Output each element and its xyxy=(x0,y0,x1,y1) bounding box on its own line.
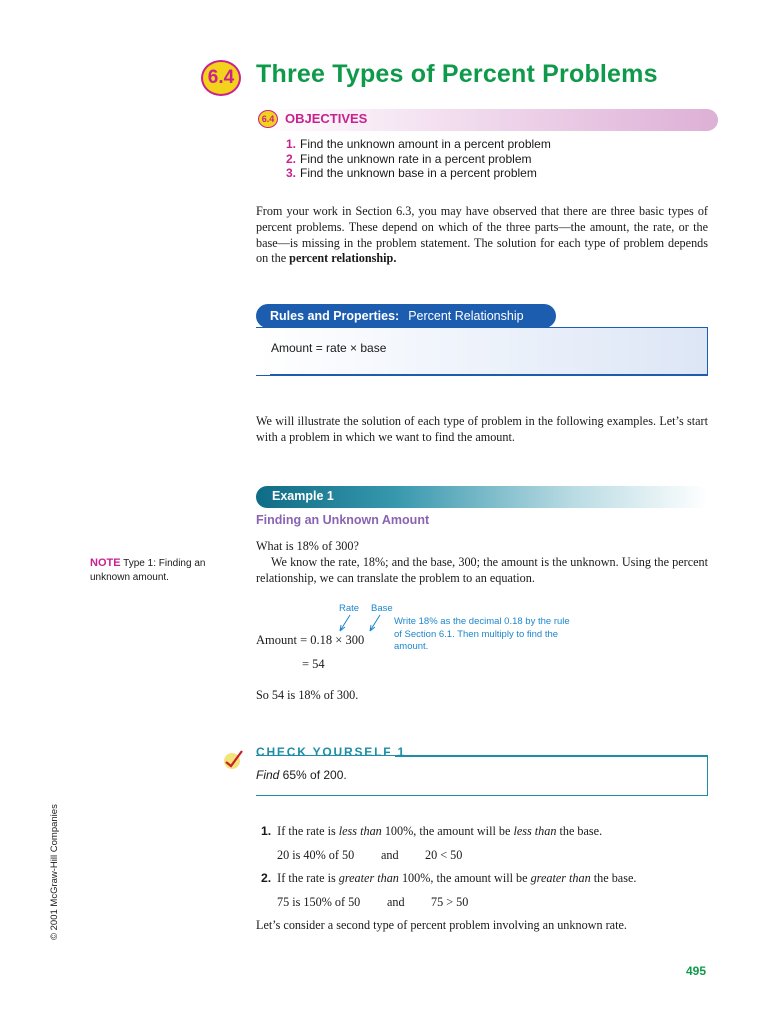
rule-example-b: 75 > 50 xyxy=(431,895,469,909)
rules-divider xyxy=(270,374,708,375)
equation-line-2: = 54 xyxy=(302,657,325,671)
objective-text: Find the unknown rate in a percent problem xyxy=(300,151,532,166)
rate-label: Rate xyxy=(339,603,360,614)
objectives-label: OBJECTIVES xyxy=(285,111,368,126)
objective-number: 1. xyxy=(286,137,297,151)
rule-number: 1. xyxy=(261,824,272,838)
objective-number: 2. xyxy=(286,151,297,166)
rule-pre: If the rate is xyxy=(277,824,339,838)
check-yourself-icon xyxy=(221,748,245,772)
example-question: What is 18% of 300? xyxy=(256,539,359,553)
rule-item xyxy=(261,871,636,886)
rule-example-a: 75 is 150% of 50 xyxy=(277,895,361,909)
section-title: Three Types of Percent Problems xyxy=(256,60,658,88)
rule-post: the base. xyxy=(556,824,603,838)
rate-base-arrows xyxy=(330,613,390,635)
check-question-italic: Find xyxy=(256,768,280,782)
objective-item xyxy=(286,152,551,167)
closing-paragraph: Let’s consider a second type of percent problem involving an unknown rate. xyxy=(256,918,627,932)
page-number: 495 xyxy=(686,964,707,978)
margin-note xyxy=(90,556,230,585)
rule-pre: If the rate is xyxy=(277,871,339,885)
intro-text: From your work in Section 6.3, you may have observed that there are three basic types of percent problems. These depend on which of the three parts—the amount, the rate, or the base—is missing in the problem statement. The solution for each type of problem depends on the xyxy=(256,204,708,266)
rule-example-and: and xyxy=(387,895,405,909)
rule-number: 2. xyxy=(261,871,272,885)
rules-name: Percent Relationship xyxy=(408,309,524,323)
rules-tab xyxy=(256,304,556,328)
rule-mid: 100%, the amount will be xyxy=(398,871,531,885)
decimal-annotation: Write 18% as the decimal 0.18 by the rule of Section 6.1. Then multiply to find the amount. xyxy=(394,616,570,652)
example-label: Example 1 xyxy=(272,489,334,503)
copyright-notice: © 2001 McGraw-Hill Companies xyxy=(49,804,60,940)
objective-text: Find the unknown base in a percent problem xyxy=(300,166,537,180)
rule-item xyxy=(261,824,602,839)
check-yourself-title: CHECK YOURSELF 1 xyxy=(256,745,406,759)
check-yourself-question xyxy=(256,768,347,782)
rule-example-a: 20 is 40% of 50 xyxy=(277,848,355,862)
objective-item xyxy=(286,166,551,181)
rule-post: the base. xyxy=(590,871,637,885)
section-number-badge: 6.4 xyxy=(201,60,241,96)
example-explanation: We know the rate, 18%; and the base, 300; the amount is the unknown. Using the percent relationship, we can translate the problem to an equation. xyxy=(256,555,708,585)
equation-line-1: Amount = 0.18 × 300 xyxy=(256,633,365,647)
rule-em-2: less than xyxy=(513,824,557,838)
rule-em-1: less than xyxy=(338,824,382,838)
example-conclusion: So 54 is 18% of 300. xyxy=(256,688,359,702)
intro-bold-term: percent relationship. xyxy=(289,251,397,266)
base-label: Base xyxy=(371,603,393,614)
note-label: NOTE xyxy=(90,557,121,569)
rule-example-and: and xyxy=(381,848,399,862)
rule-example-b: 20 < 50 xyxy=(425,848,463,862)
note-text: Type 1: Finding an unknown amount. xyxy=(90,558,206,583)
objectives-badge: 6.4 xyxy=(258,110,278,128)
rule-mid: 100%, the amount will be xyxy=(381,824,514,838)
objective-text: Find the unknown amount in a percent problem xyxy=(300,137,551,151)
objective-item xyxy=(286,137,551,152)
illustrate-paragraph: We will illustrate the solution of each type of problem in the following examples. Let’s start with a problem in which we want to find the amount. xyxy=(256,414,708,444)
check-yourself-rule xyxy=(395,755,708,757)
rule-em-2: greater than xyxy=(530,871,591,885)
objective-number: 3. xyxy=(286,166,297,180)
base-arrow-icon xyxy=(370,615,380,631)
check-question-rest: 65% of 200. xyxy=(279,768,347,782)
rule-em-1: greater than xyxy=(338,871,399,885)
rules-formula: Amount = rate × base xyxy=(271,341,387,355)
rules-heading: Rules and Properties: xyxy=(270,309,400,323)
example-subtitle: Finding an Unknown Amount xyxy=(256,513,430,527)
intro-paragraph xyxy=(256,204,708,267)
rate-arrow-icon xyxy=(340,615,350,631)
objectives-list xyxy=(286,137,551,181)
